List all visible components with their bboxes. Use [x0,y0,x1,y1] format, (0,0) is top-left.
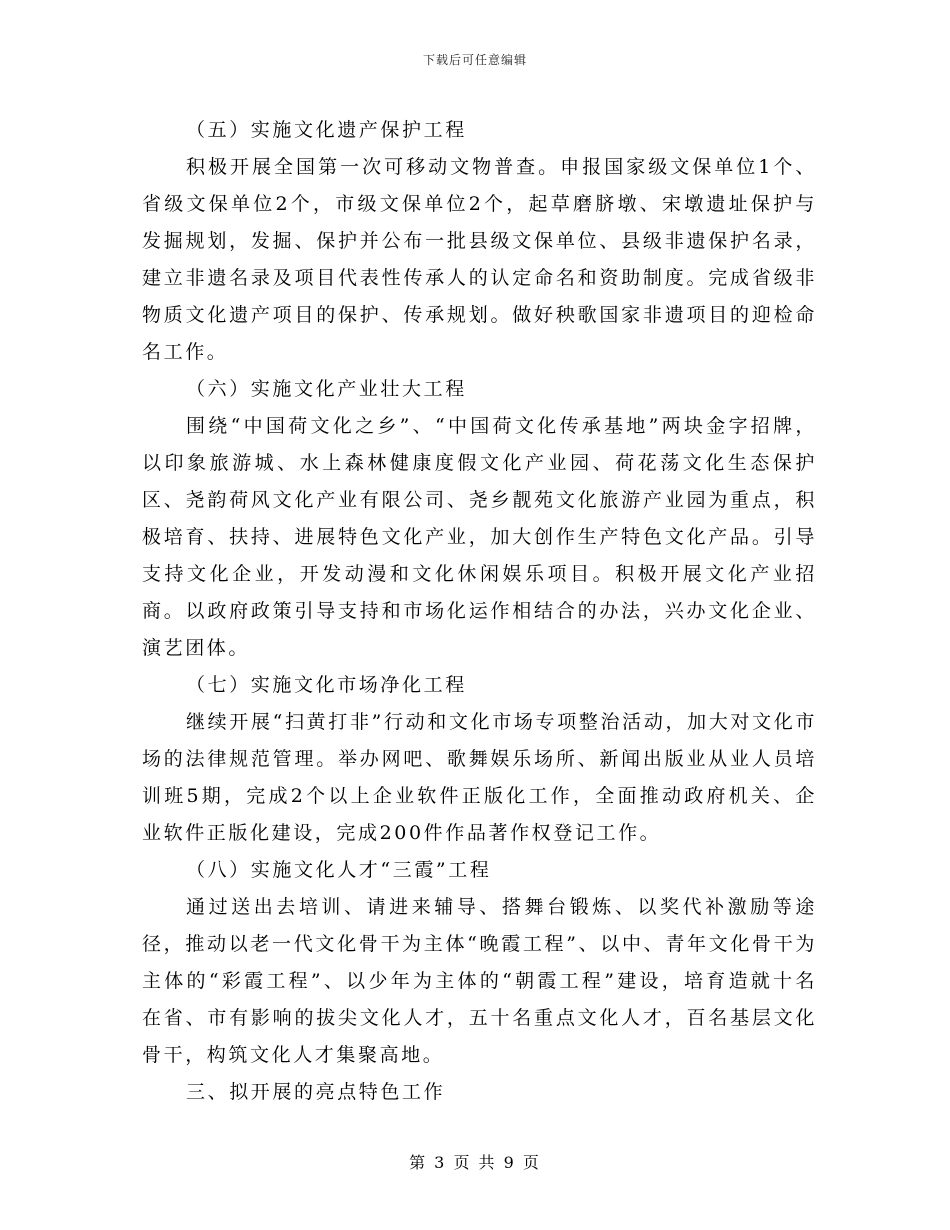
document-body [142,112,817,1111]
page-header: 下载后可任意编辑 [422,53,527,67]
body-paragraph-6: 围绕“中国荷文化之乡”、“中国荷文化传承基地”两块金字招牌，以印象旅游城、水上森林健康度假文化产业园、荷花荡文化生态保护区、尧韵荷风文化产业有限公司、尧乡靓苑文化旅游产业园为重点，积极培育、扶持、进展特色文化产业，加大创作生产特色文化产品。引导支持文化企业，开发动漫和文化休闲娱乐项目。积极开展文化产业招商。以政府政策引导支持和市场化运作相结合的办法，兴办文化企业、演艺团体。 [142,415,817,659]
body-paragraph-5: 积极开展全国第一次可移动文物普查。申报国家级文保单位1个、省级文保单位2个，市级文保单位2个，起草磨脐墩、宋墩遗址保护与发掘规划，发掘、保护并公布一批县级文保单位、县级非遗保护名录，建立非遗名录及项目代表性传承人的认定命名和资助制度。完成省级非物质文化遗产项目的保护、传承规划。做好秧歌国家非遗项目的迎检命名工作。 [142,156,817,363]
section-heading-3: 三、拟开展的亮点特色工作 [186,1081,446,1103]
page-number: 第 3 页 共 9 页 [409,1153,541,1172]
body-paragraph-7: 继续开展“扫黄打非”行动和文化市场专项整治活动，加大对文化市场的法律规范管理。举办网吧、歌舞娱乐场所、新闻出版业从业人员培训班5期，完成2个以上企业软件正版化工作，全面推动政府机关、企业软件正版化建设，完成200件作品著作权登记工作。 [142,711,817,844]
section-heading-8: （八）实施文化人才“三霞”工程 [186,859,492,881]
section-heading-5: （五）实施文化遗产保护工程 [186,119,467,141]
body-paragraph-8: 通过送出去培训、请进来辅导、搭舞台锻炼、以奖代补激励等途径，推动以老一代文化骨干为主体“晚霞工程”、以中、青年文化骨干为主体的“彩霞工程”、以少年为主体的“朝霞工程”建设，培育造就十名在省、市有影响的拔尖文化人才，五十名重点文化人才，百名基层文化骨干，构筑文化人才集聚高地。 [142,896,817,1066]
section-heading-7: （七）实施文化市场净化工程 [186,674,467,696]
section-heading-6: （六）实施文化产业壮大工程 [186,378,467,400]
